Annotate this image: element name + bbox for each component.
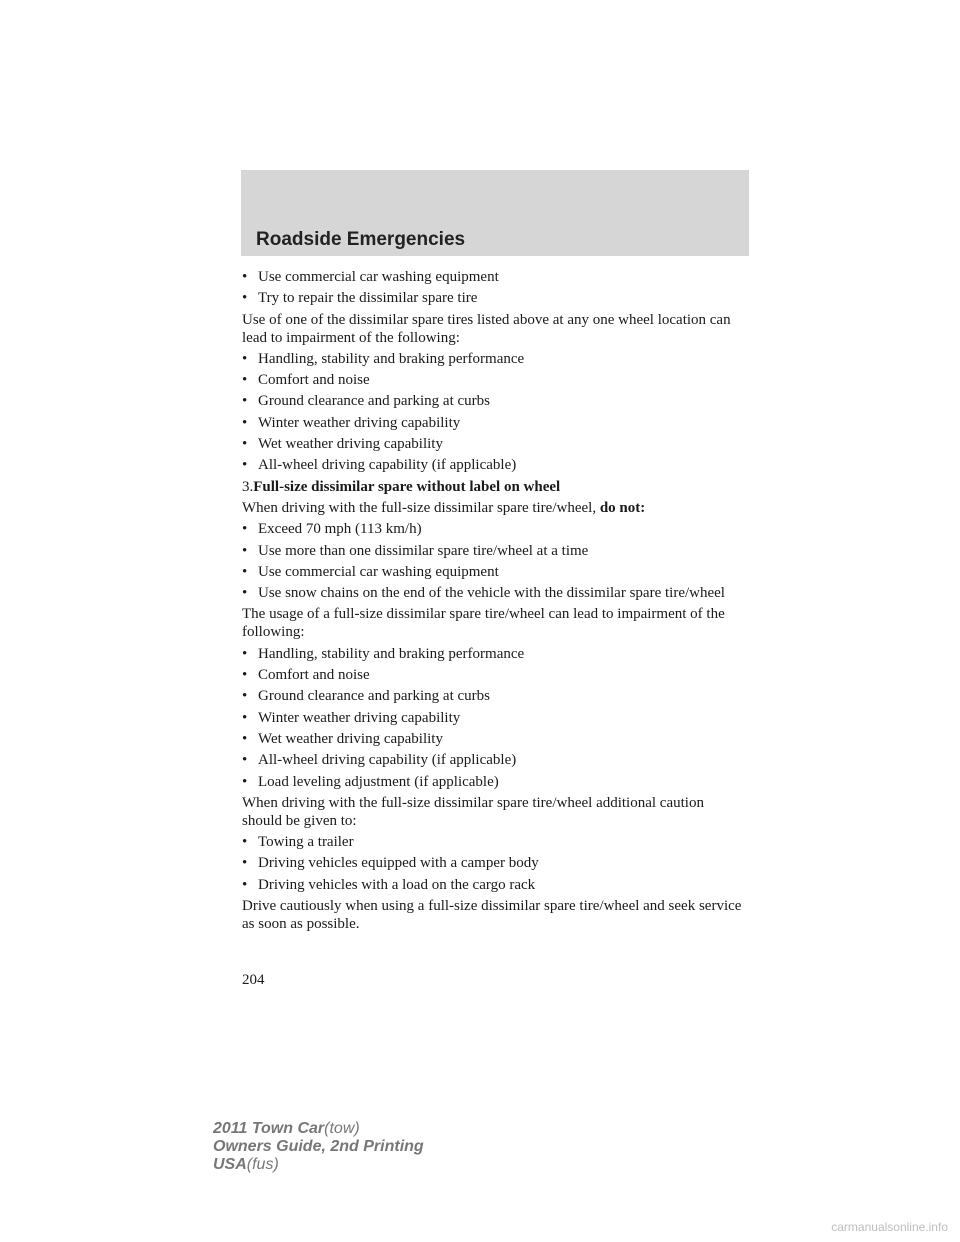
- footer-line: 2011 Town Car(tow): [213, 1120, 360, 1137]
- bullet-icon: •: [242, 521, 248, 538]
- list-item: • Driving vehicles equipped with a camper body: [242, 855, 539, 872]
- numbered-heading: 3.Full-size dissimilar spare without label on wheel: [242, 478, 561, 495]
- bullet-icon: •: [242, 542, 248, 559]
- list-item: • Comfort and noise: [242, 667, 370, 684]
- list-item: • All-wheel driving capability (if applicable): [242, 457, 517, 474]
- bullet-icon: •: [242, 752, 248, 769]
- bullet-icon: •: [242, 730, 248, 747]
- bullet-icon: •: [242, 645, 248, 662]
- paragraph: When driving with the full-size dissimilar spare tire/wheel additional caution should be given to:: [242, 794, 704, 829]
- bullet-icon: •: [242, 457, 248, 474]
- paragraph: When driving with the full-size dissimilar spare tire/wheel, do not:: [242, 499, 646, 516]
- list-item: • All-wheel driving capability (if applicable): [242, 752, 517, 769]
- document-footer: [213, 1120, 424, 1174]
- bullet-icon: •: [242, 393, 248, 410]
- bullet-icon: •: [242, 876, 248, 893]
- bullet-icon: •: [242, 667, 248, 684]
- bullet-icon: •: [242, 563, 248, 580]
- list-item: • Driving vehicles with a load on the cargo rack: [242, 876, 536, 893]
- footer-line: USA(fus): [213, 1156, 279, 1173]
- list-item: • Wet weather driving capability: [242, 730, 443, 747]
- paragraph: Use of one of the dissimilar spare tires listed above at any one wheel location can lead to impairment of the following:: [242, 311, 731, 346]
- page-number: 204: [242, 972, 265, 988]
- list-item: • Use more than one dissimilar spare tire/wheel at a time: [242, 542, 589, 559]
- bullet-icon: •: [242, 414, 248, 431]
- bullet-icon: •: [242, 372, 248, 389]
- list-item: • Load leveling adjustment (if applicable): [242, 773, 499, 790]
- list-item: • Use commercial car washing equipment: [242, 269, 499, 285]
- bullet-icon: •: [242, 773, 248, 790]
- footer-line: Owners Guide, 2nd Printing: [213, 1138, 424, 1155]
- page-content: [242, 268, 742, 936]
- bullet-icon: •: [242, 709, 248, 726]
- list-item: • Try to repair the dissimilar spare tire: [242, 290, 478, 307]
- list-item: • Winter weather driving capability: [242, 709, 461, 726]
- section-title: Roadside Emergencies: [256, 229, 466, 250]
- list-item: • Winter weather driving capability: [242, 414, 461, 431]
- bullet-icon: •: [242, 436, 248, 453]
- list-item: • Use commercial car washing equipment: [242, 563, 499, 580]
- bullet-icon: •: [242, 834, 248, 851]
- list-item: • Ground clearance and parking at curbs: [242, 393, 490, 410]
- list-item: • Wet weather driving capability: [242, 436, 443, 453]
- paragraph: Drive cautiously when using a full-size dissimilar spare tire/wheel and seek service as soon as possible.: [242, 898, 742, 933]
- list-item: • Ground clearance and parking at curbs: [242, 688, 490, 705]
- list-item: • Exceed 70 mph (113 km/h): [242, 521, 422, 538]
- bullet-icon: •: [242, 855, 248, 872]
- list-item: • Use snow chains on the end of the vehicle with the dissimilar spare tire/wheel: [242, 585, 725, 602]
- paragraph: The usage of a full-size dissimilar spare tire/wheel can lead to impairment of the following:: [242, 606, 725, 641]
- list-item: • Handling, stability and braking performance: [242, 645, 525, 662]
- list-item: • Handling, stability and braking performance: [242, 350, 525, 367]
- bullet-icon: •: [242, 688, 248, 705]
- bullet-icon: •: [242, 350, 248, 367]
- watermark: carmanualsonline.info: [831, 1220, 948, 1234]
- bullet-icon: •: [242, 269, 248, 285]
- list-item: • Comfort and noise: [242, 372, 370, 389]
- bullet-icon: •: [242, 585, 248, 602]
- bullet-icon: •: [242, 290, 248, 307]
- list-item: • Towing a trailer: [242, 834, 354, 851]
